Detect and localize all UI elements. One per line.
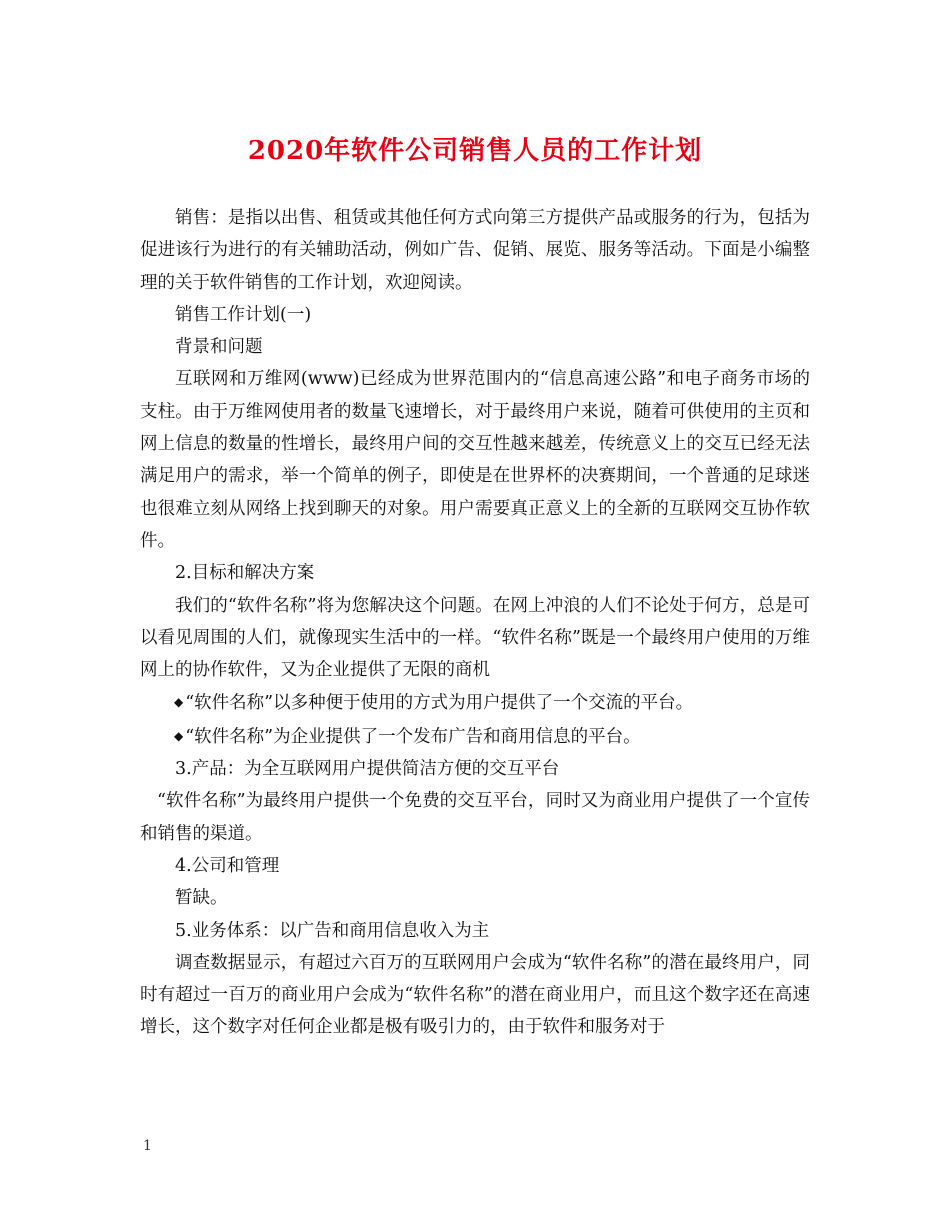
bullet-text: “软件名称”以多种便于使用的方式为用户提供了一个交流的平台。	[185, 693, 694, 714]
section-heading-business: 5.业务体系：以广告和商用信息收入为主	[175, 920, 490, 941]
paragraph-goals: 我们的“软件名称”将为您解决这个问题。在网上冲浪的人们不论处于何方，总是可以看见周围的人们，就像现实生活中的一样。“软件名称”既是一个最终用户使用的万维网上的协作软件，又为企业提供了无限的商机	[140, 595, 810, 681]
bullet-text: “软件名称”为企业提供了一个发布广告和商用信息的平台。	[185, 726, 641, 747]
page-number: 1	[143, 1138, 152, 1154]
document-title: 2020年软件公司销售人员的工作计划	[247, 136, 703, 166]
paragraph-company: 暂缺。	[175, 888, 228, 909]
section-heading-goals: 2.目标和解决方案	[175, 563, 315, 584]
paragraph-product: “软件名称”为最终用户提供一个免费的交互平台，同时又为商业用户提供了一个宣传和销售的渠道。	[140, 791, 810, 844]
paragraph-business: 调查数据显示，有超过六百万的互联网用户会成为“软件名称”的潜在最终用户，同时有超过一百万的商业用户会成为“软件名称”的潜在商业用户，而且这个数字还在高速增长，这个数字对任何企业都是极有吸引力的，由于软件和服务对于	[140, 952, 810, 1038]
paragraph-intro: 销售：是指以出售、租赁或其他任何方式向第三方提供产品或服务的行为，包括为促进该行为进行的有关辅助活动，例如广告、促销、展览、服务等活动。下面是小编整理的关于软件销售的工作计划，欢迎阅读。	[140, 208, 810, 293]
section-heading-plan-1: 销售工作计划(一)	[175, 304, 312, 325]
section-heading-background: 背景和问题	[175, 337, 263, 358]
section-heading-product: 3.产品：为全互联网用户提供简洁方便的交互平台	[175, 759, 560, 780]
bullet-item	[140, 720, 810, 753]
document-body	[140, 202, 810, 1044]
bullet-item	[140, 686, 810, 719]
diamond-bullet-icon: ◆	[174, 695, 184, 710]
diamond-bullet-icon: ◆	[174, 728, 184, 743]
paragraph-background: 互联网和万维网(www)已经成为世界范围内的“信息高速公路”和电子商务市场的支柱。由于万维网使用者的数量飞速增长，对于最终用户来说，随着可供使用的主页和网上信息的数量的性增长，最终用户间的交互性越来越差，传统意义上的交互已经无法满足用户的需求，举一个简单的例子，即使是在世界杯的决赛期间，一个普通的足球迷也很难立刻从网络上找到聊天的对象。用户需要真正意义上的全新的互联网交互协作软件。	[140, 369, 810, 551]
section-heading-company: 4.公司和管理	[175, 855, 280, 876]
